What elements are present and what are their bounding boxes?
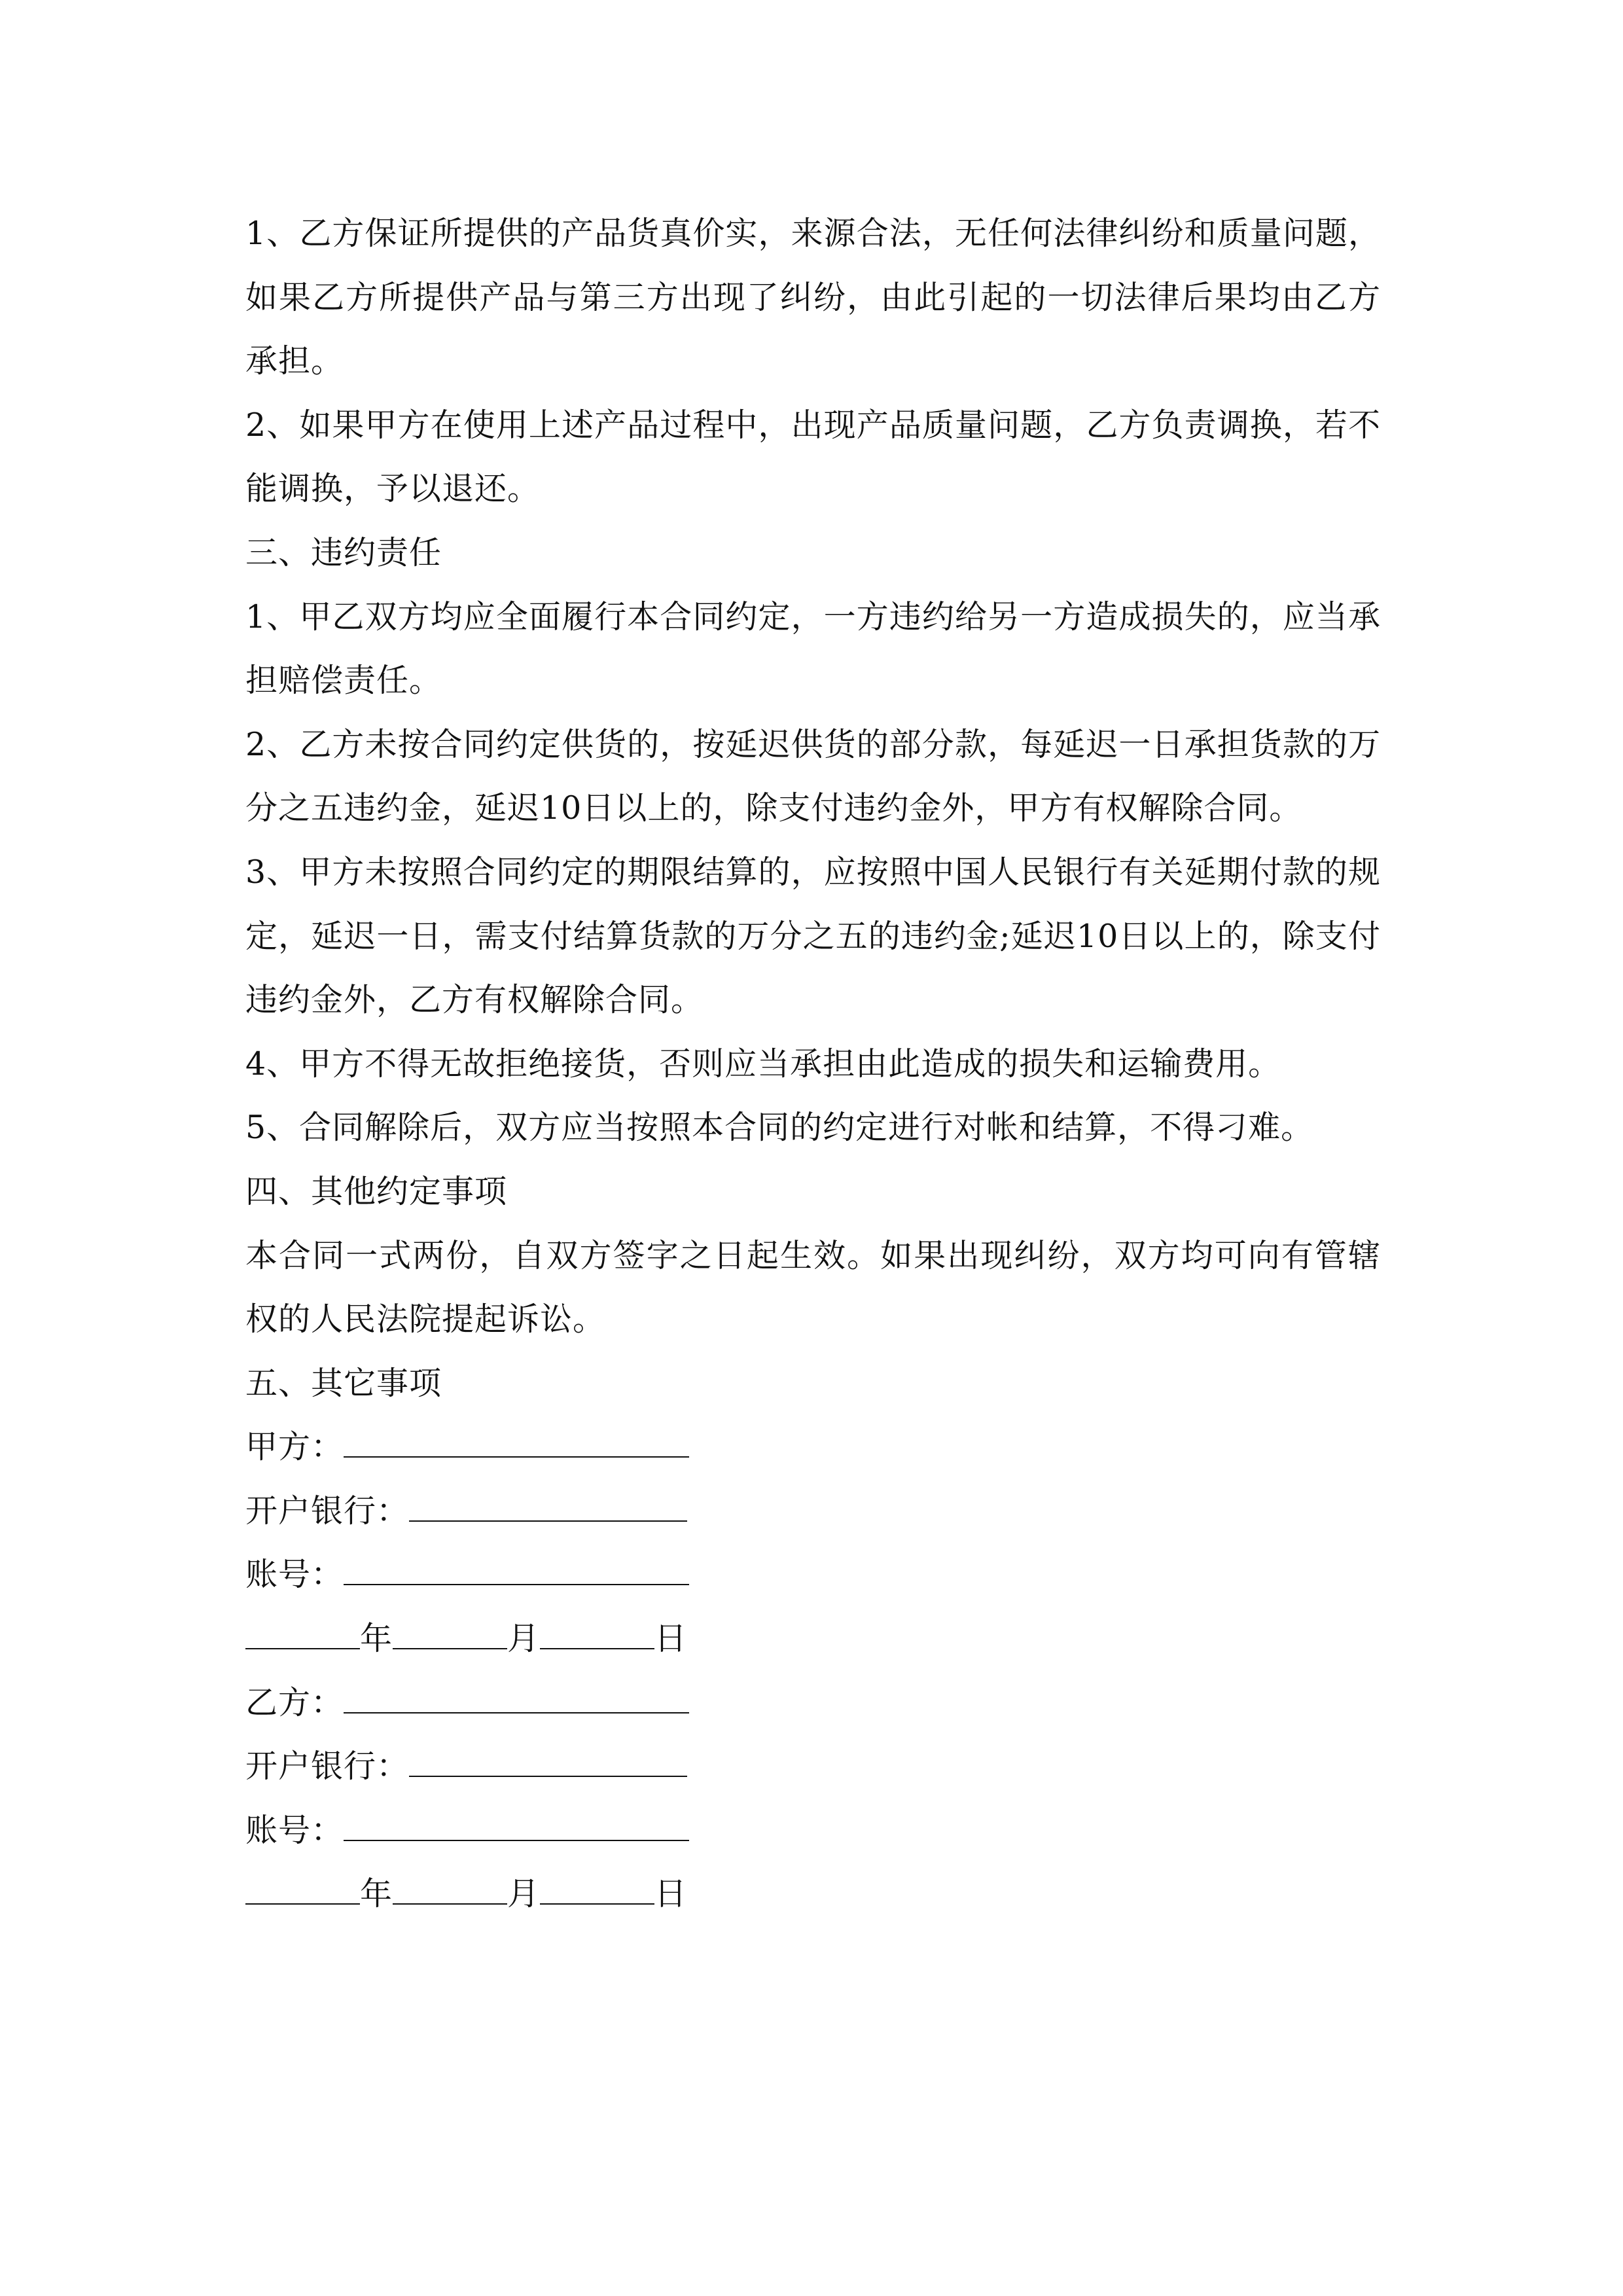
party-b-day-label: 日 — [654, 1875, 688, 1913]
party-a-bank-blank[interactable] — [409, 1480, 687, 1522]
party-a-day-label: 日 — [654, 1620, 688, 1658]
party-a-date-row — [245, 1607, 1381, 1671]
party-b-year-blank[interactable] — [245, 1863, 360, 1905]
party-b-year-label: 年 — [360, 1875, 393, 1913]
party-a-account-label: 账号： — [245, 1556, 344, 1594]
party-b-account-row — [245, 1799, 1381, 1863]
party-b-month-blank[interactable] — [393, 1863, 507, 1905]
party-b-bank-row — [245, 1734, 1381, 1799]
section-heading-other-terms: 四、其他约定事项 — [245, 1172, 508, 1210]
party-b-date-row — [245, 1862, 1381, 1926]
party-b-name-row — [245, 1671, 1381, 1735]
party-a-name-row — [245, 1415, 1381, 1479]
party-b-month-label: 月 — [507, 1875, 541, 1913]
clause-termination-settlement: 5、合同解除后，双方应当按照本合同的约定进行对帐和结算，不得刁难。 — [245, 1109, 1314, 1147]
clause-quality-guarantee: 1、乙方保证所提供的产品货真价实，来源合法，无任何法律纠纷和质量问题，如果乙方所提供产品与第三方出现了纠纷，由此引起的一切法律后果均由乙方承担。 — [245, 215, 1381, 380]
party-a-year-label: 年 — [360, 1620, 393, 1658]
party-b-account-blank[interactable] — [344, 1799, 689, 1841]
clause-refuse-delivery: 4、甲方不得无故拒绝接货，否则应当承担由此造成的损失和运输费用。 — [245, 1045, 1281, 1083]
party-a-label: 甲方： — [245, 1428, 344, 1466]
party-b-label: 乙方： — [245, 1683, 344, 1721]
party-a-account-row — [245, 1543, 1381, 1607]
party-a-month-blank[interactable] — [393, 1607, 507, 1649]
section-heading-misc: 五、其它事项 — [245, 1364, 442, 1402]
party-b-day-blank[interactable] — [540, 1863, 654, 1905]
party-a-bank-row — [245, 1479, 1381, 1543]
party-b-bank-label: 开户银行： — [245, 1748, 410, 1785]
clause-copies-jurisdiction: 本合同一式两份，自双方签字之日起生效。如果出现纠纷，双方均可向有管辖权的人民法院提起诉讼。 — [245, 1236, 1381, 1338]
party-a-year-blank[interactable] — [245, 1607, 360, 1649]
party-a-name-blank[interactable] — [344, 1416, 689, 1458]
clause-breach-liability: 1、甲乙双方均应全面履行本合同约定，一方违约给另一方造成损失的，应当承担赔偿责任。 — [245, 598, 1381, 700]
party-a-day-blank[interactable] — [540, 1607, 654, 1649]
party-b-name-blank[interactable] — [344, 1672, 689, 1713]
clause-product-exchange: 2、如果甲方在使用上述产品过程中，出现产品质量问题，乙方负责调换，若不能调换，予以退还。 — [245, 406, 1381, 508]
document-body — [245, 202, 1381, 1926]
party-a-month-label: 月 — [507, 1620, 541, 1658]
party-b-bank-blank[interactable] — [409, 1735, 687, 1777]
party-a-account-blank[interactable] — [344, 1543, 689, 1585]
clause-late-payment: 3、甲方未按照合同约定的期限结算的，应按照中国人民银行有关延期付款的规定，延迟一日，需支付结算货款的万分之五的违约金;延迟10日以上的，除支付违约金外，乙方有权解除合同。 — [245, 853, 1381, 1019]
section-heading-breach: 三、违约责任 — [245, 533, 442, 571]
party-b-account-label: 账号： — [245, 1811, 344, 1849]
clause-late-delivery: 2、乙方未按合同约定供货的，按延迟供货的部分款，每延迟一日承担货款的万分之五违约金，延迟10日以上的，除支付违约金外，甲方有权解除合同。 — [245, 725, 1381, 827]
party-a-bank-label: 开户银行： — [245, 1492, 410, 1530]
